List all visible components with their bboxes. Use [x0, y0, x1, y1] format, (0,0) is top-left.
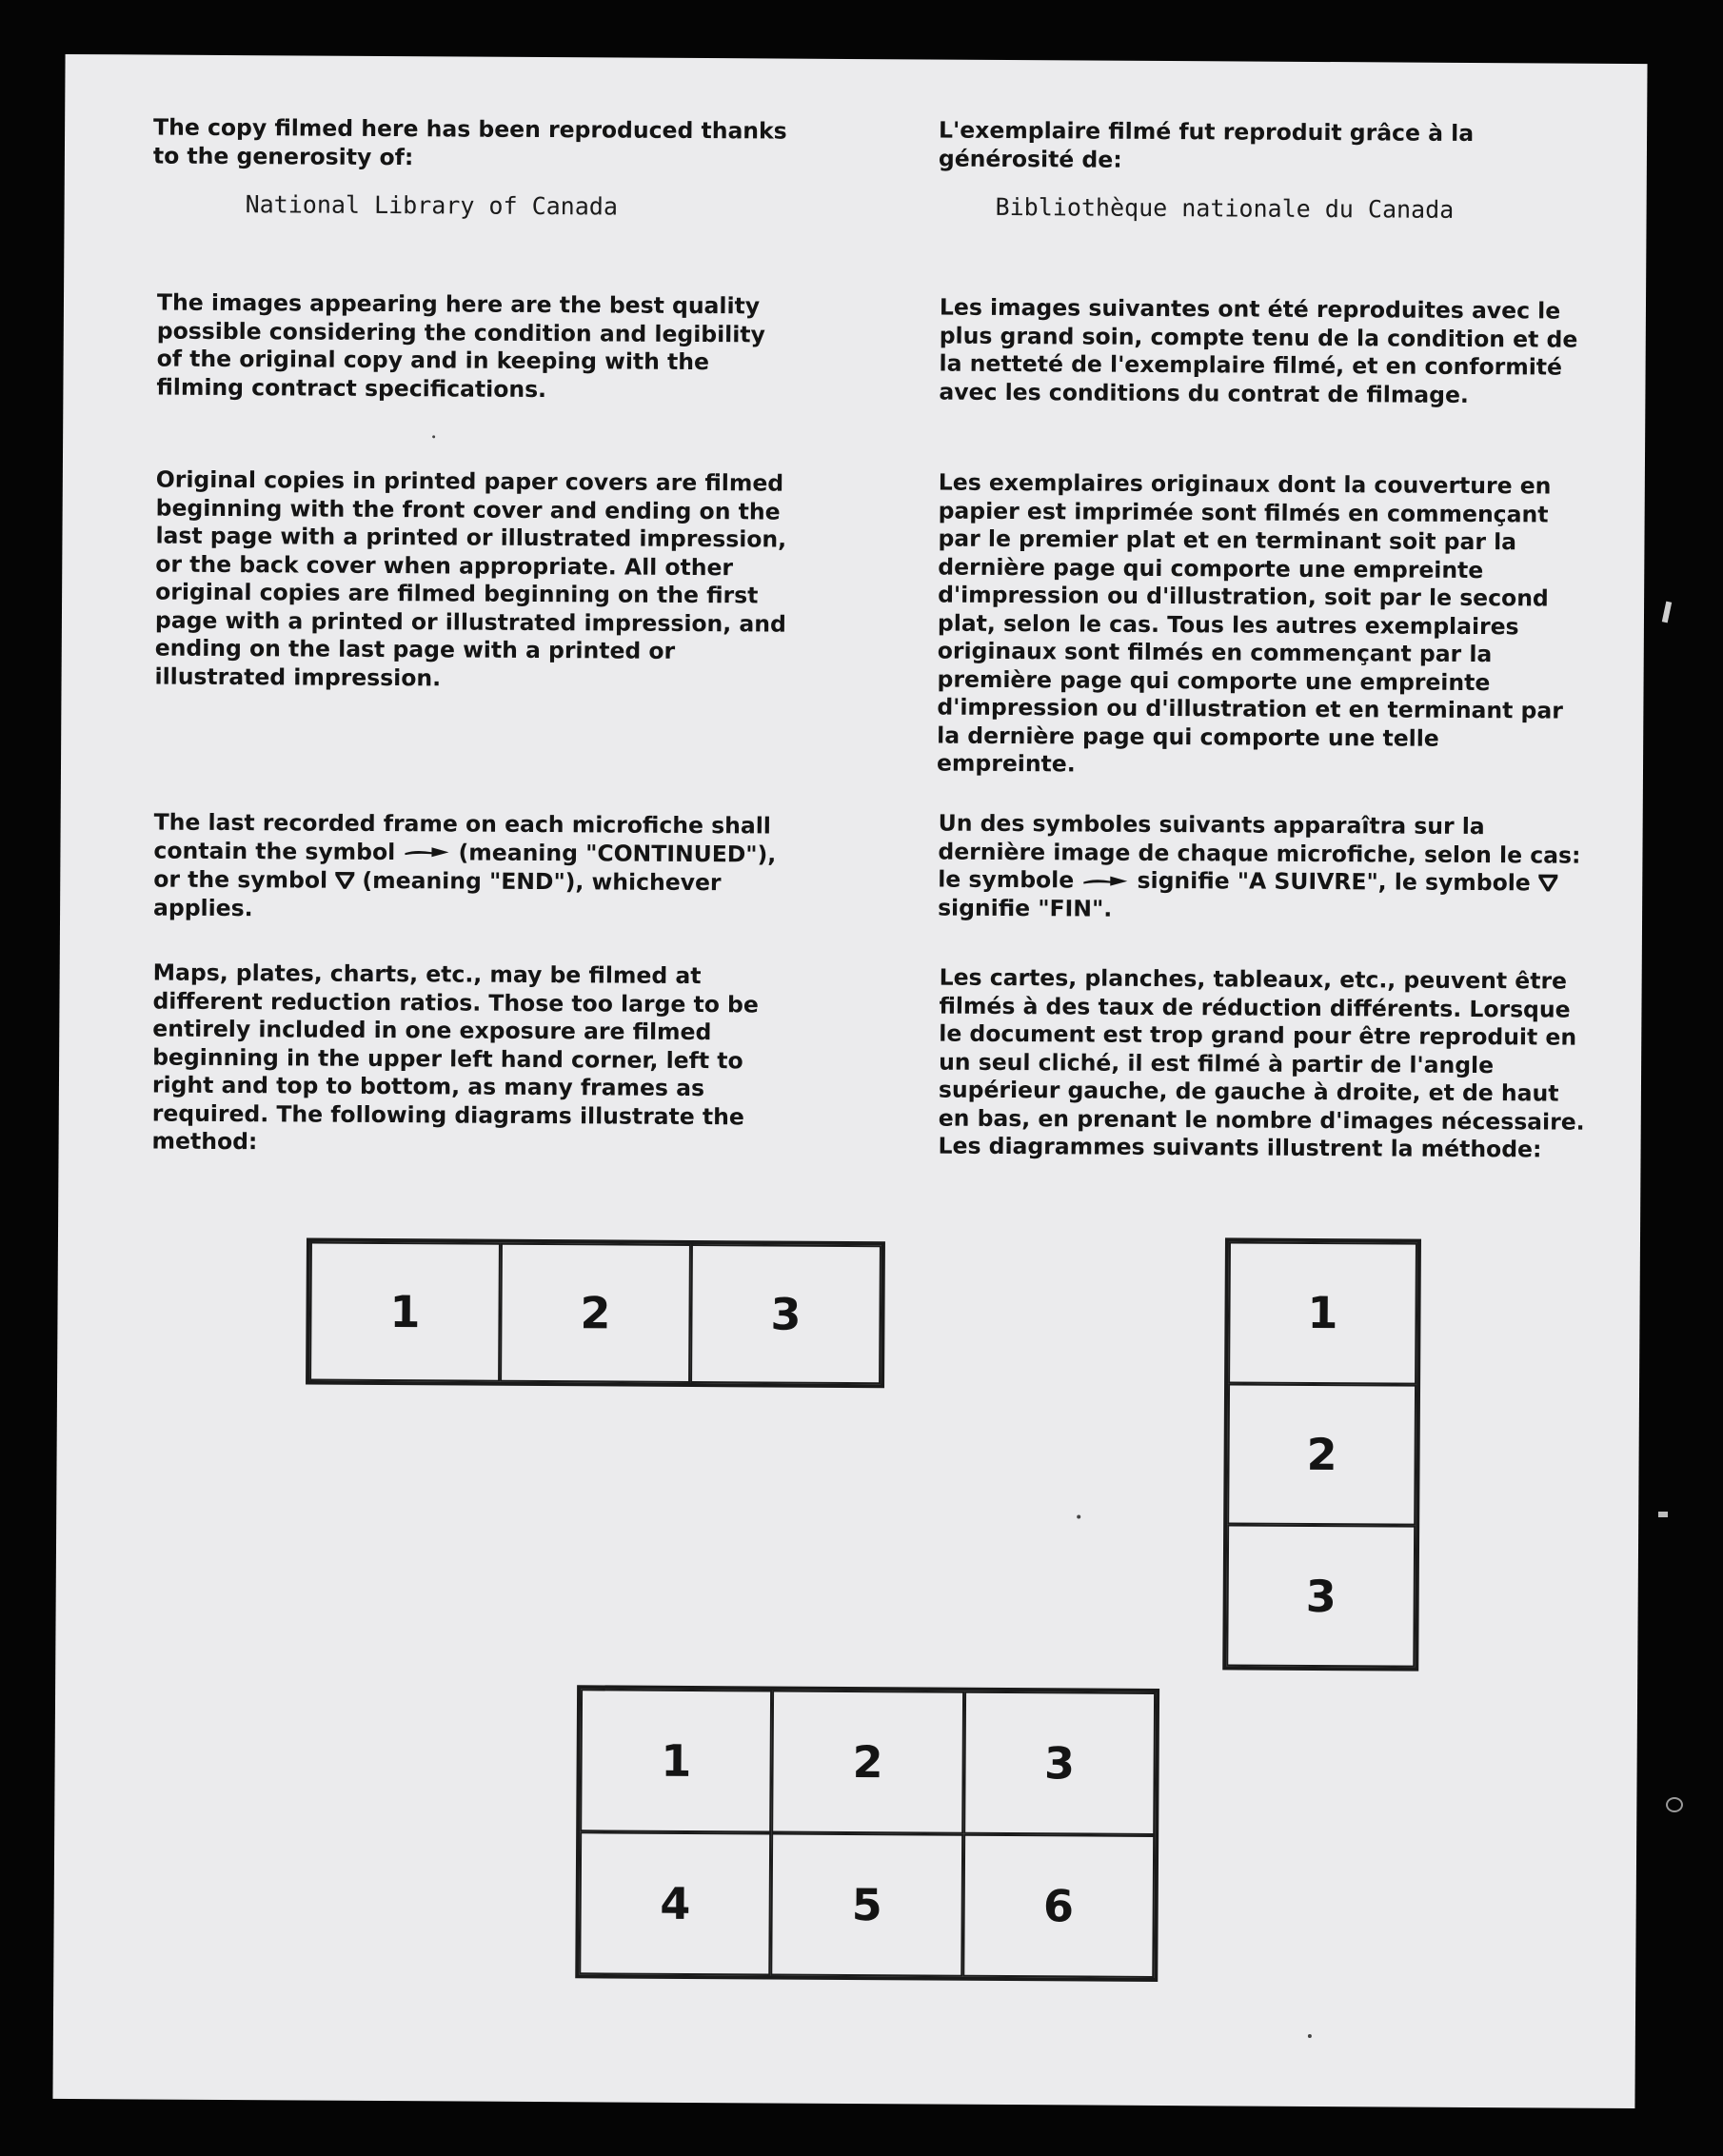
french-paragraph-3 [938, 810, 1582, 927]
end-triangle-icon [335, 867, 354, 896]
english-paragraph-4 [152, 959, 787, 1160]
continued-arrow-icon [403, 839, 450, 867]
row-frame: 2 [500, 1243, 691, 1383]
grid-frame: 3 [963, 1691, 1156, 1835]
french-paragraph-3-text [938, 810, 1582, 927]
column-diagram [1222, 1237, 1421, 1671]
english-paragraph-3-text [153, 809, 788, 927]
document-page [52, 54, 1647, 2108]
french-paragraph-1-text: Les images suivantes ont été reproduites avec le plus grand soin, compte tenu de la condition et de la netteté de l'exemplaire filmé, et en conformité avec les conditions du contrat de filmage. [939, 293, 1578, 408]
scan-speck [1308, 2034, 1312, 2038]
margin-mark [1662, 602, 1672, 623]
row-frame: 1 [309, 1242, 501, 1382]
margin-mark [1666, 1797, 1683, 1812]
english-p3-part-b: (meaning "CONTINUED"), or the symbol [153, 838, 777, 894]
grid-frame: 4 [579, 1831, 771, 1975]
french-p3-part-b: signifie "A SUIVRE", le symbole [1137, 866, 1531, 897]
french-library-name: Bibliothèque nationale du Canada [995, 192, 1455, 224]
english-paragraph-2 [154, 466, 789, 695]
english-paragraph-4-text: Maps, plates, charts, etc., may be filmed at different reduction ratios. Those too large to be entirely included in one exposure are filmed beginning in the upper left hand corner, left to right and top to bottom, as many frames as required. The following diagrams illustrate the method: [151, 959, 759, 1156]
english-intro-text: The copy filmed here has been reproduced thanks to the generosity of: [152, 113, 787, 170]
french-intro [939, 117, 1529, 177]
continued-arrow-icon [1081, 867, 1129, 896]
grid-frame: 5 [771, 1833, 963, 1977]
grid-diagram [575, 1685, 1159, 1982]
french-paragraph-1 [939, 294, 1583, 410]
end-triangle-icon [1538, 870, 1557, 899]
english-paragraph-3 [153, 809, 788, 927]
english-p3-part-c: (meaning "END"), whichever applies. [153, 866, 722, 922]
french-paragraph-2 [937, 469, 1582, 782]
grid-frame: 1 [580, 1689, 772, 1832]
english-intro [153, 114, 810, 174]
english-p3-part-a: The last recorded frame on each microfiche shall contain the symbol [153, 808, 771, 865]
row-frame: 3 [690, 1244, 881, 1384]
english-library-name: National Library of Canada [245, 190, 619, 221]
row-diagram [306, 1238, 885, 1389]
french-paragraph-4-text: Les cartes, planches, tableaux, etc., peuvent être filmés à des taux de réduction différents. Lorsque le document est trop grand pour être reproduit en un seul cliché, il est filmé à partir de l'angle supérieur gauche, de gauche à droite, et de haut en bas, en prenant le nombre d'images nécessaire. Les diagrammes suivants illustrent la méthode: [938, 963, 1585, 1163]
french-paragraph-2-text: Les exemplaires originaux dont la couverture en papier est imprimée sont filmés en commençant par le premier plat et en terminant soit par la dernière page qui comporte une empreinte d'impression ou d'illustration, soit par le second plat, selon le cas. Tous les autres exemplaires originaux sont filmés en commençant par la première page qui comporte une empreinte d'impression ou d'illustration et en terminant par la dernière page qui comporte une telle empreinte. [936, 468, 1563, 778]
english-paragraph-1 [156, 289, 776, 405]
french-p3-part-c: signifie "FIN". [938, 894, 1113, 922]
grid-frame: 2 [772, 1691, 964, 1834]
french-p3-part-a: Un des symboles suivants apparaîtra sur la dernière image de chaque microfiche, selon le cas: le symbole [938, 809, 1581, 894]
column-frame: 1 [1228, 1241, 1417, 1384]
french-intro-text: L'exemplaire filmé fut reproduit grâce à la générosité de: [938, 116, 1475, 173]
scan-speck [432, 435, 435, 438]
english-paragraph-2-text: Original copies in printed paper covers are filmed beginning with the front cover and ending on the last page with a printed or illustrated impression, or the back cover when appropriate. All other original copies are filmed beginning on the first page with a printed or illustrated impression, and ending on the last page with a printed or illustrated impression. [154, 465, 787, 691]
grid-frame: 6 [962, 1834, 1155, 1978]
column-frame: 2 [1227, 1383, 1416, 1526]
column-frame: 3 [1226, 1525, 1416, 1668]
english-paragraph-1-text: The images appearing here are the best quality possible considering the condition and legibility of the original copy and in keeping with the filming contract specifications. [156, 288, 765, 403]
margin-mark [1658, 1512, 1668, 1517]
scan-speck [1077, 1514, 1080, 1518]
french-paragraph-4 [938, 964, 1586, 1165]
